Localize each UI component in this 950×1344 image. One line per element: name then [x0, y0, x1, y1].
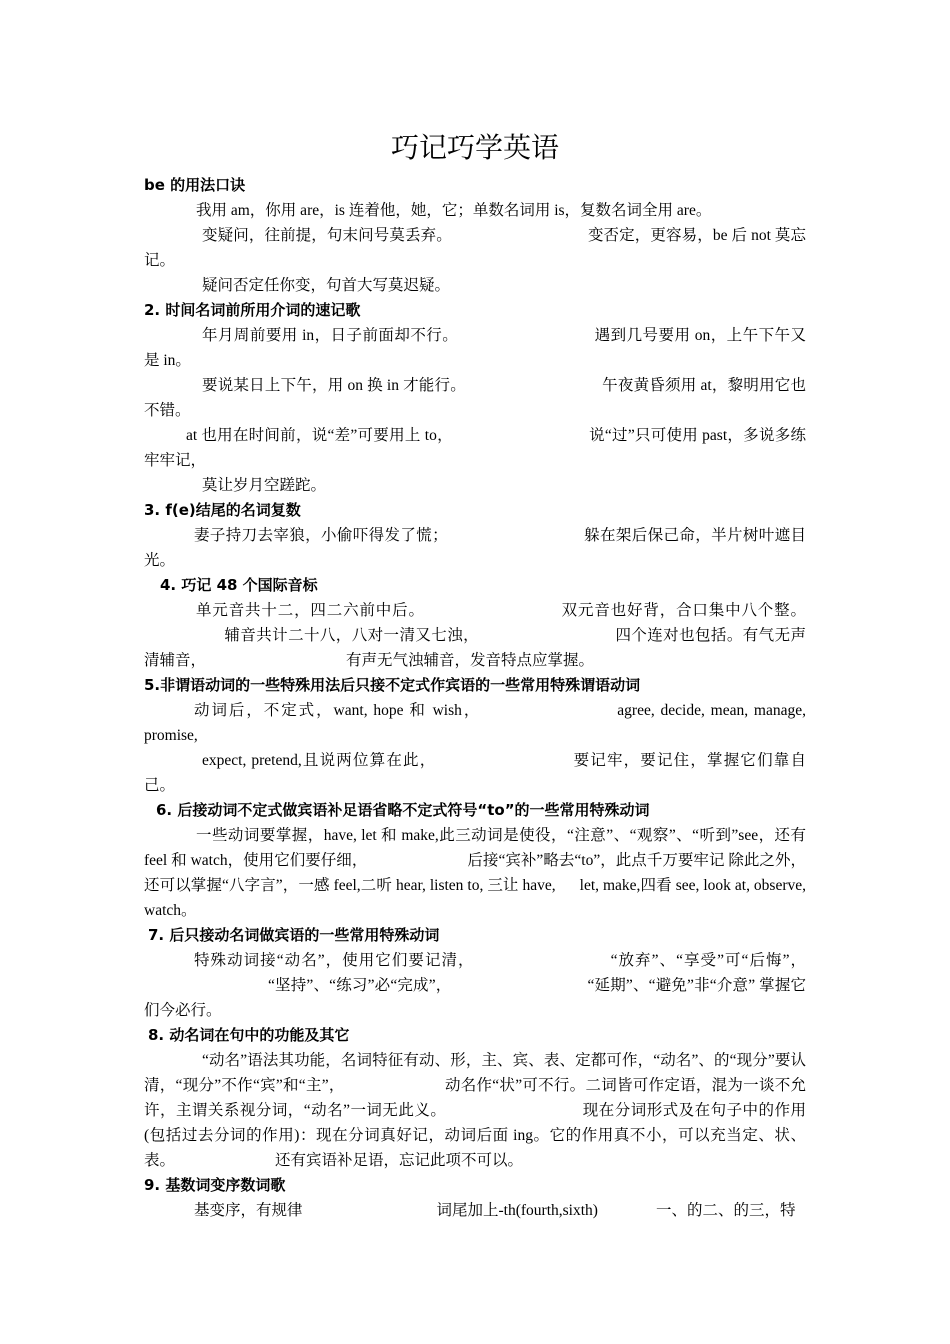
section-heading: 5.非谓语动词的一些特殊用法后只接不定式作宾语的一些常用特殊谓语动词: [144, 676, 641, 694]
paragraph: 莫让岁月空蹉跎。: [202, 477, 327, 494]
page-title: 巧记巧学英语: [390, 131, 559, 164]
paragraph: 要说某日上下午，用 on 换 in 才能行。 午夜黄昏须用 at，黎明用它也不错。: [144, 377, 807, 419]
paragraph: 变疑问，往前提，句末问号莫丢弃。 变否定，更容易，be 后 not 莫忘记。: [144, 227, 806, 269]
paragraph: “动名”语法其功能，名词特征有动、形，主、宾、表、定都可作，“动名”、的“现分”要认清，“现分”不作“宾”和“主”， 动名作“状”可不行。二词皆可作定语，混为一谈不允许，主谓关系视分词，“动名”一词无此义。 现在分词形式及在句子中的作用(包括过去分词的作用)：现在分词真好记，动词后面 ing。它的作用真不小，可以充当定、状、表。 还有宾语补足语，忘记此项不可以。: [144, 1052, 807, 1169]
paragraph: 动词后，不定式，want, hope 和 wish， agree, decide, mean, manage, promise,: [144, 702, 806, 744]
section-heading: 9. 基数词变序数词歌: [144, 1176, 286, 1194]
section-heading: 4. 巧记 48 个国际音标: [160, 576, 318, 594]
paragraph: 我用 am，你用 are，is 连着他，她，它；单数名词用 is，复数名词全用 are。: [196, 202, 712, 219]
paragraph: 年月周前要用 in，日子前面却不行。 遇到几号要用 on，上午下午又是 in。: [144, 327, 806, 369]
paragraph: 妻子持刀去宰狼，小偷吓得发了慌； 躲在架后保己命，半片树叶遮目光。: [144, 527, 806, 569]
paragraph: 一些动词要掌握，have, let 和 make,此三动词是使役，“注意”、“观察”、“听到”see，还有 feel 和 watch，使用它们要仔细， 后接“宾补”略去“to”，此点千万要牢记 除此之外，还可以掌握“八字言”，一感 feel,二听 hear, listen to, 三让 have, let, make,四看 see, look at, observe, watch。: [144, 827, 807, 919]
section-heading: 6. 后接动词不定式做宾语补足语省略不定式符号“to”的一些常用特殊动词: [156, 801, 650, 819]
section-heading: 7. 后只接动名词做宾语的一些常用特殊动词: [148, 926, 440, 944]
paragraph: 基变序，有规律 词尾加上-th(fourth,sixth) 一、的二、的三，特: [194, 1202, 796, 1219]
paragraph: 特殊动词接“动名”，使用它们要记清， “放弃”、“享受”可“后悔”，“坚持”、“练习”必“完成”， “延期”、“避免”非“介意” 掌握它们今必行。: [144, 952, 807, 1019]
paragraph: at 也用在时间前，说“差”可要用上 to， 说“过”只可使用 past，多说多练牢牢记，: [144, 427, 806, 469]
paragraph: 单元音共十二，四二六前中后。 双元音也好背，合口集中八个整。辅音共计二十八，八对一清又七浊， 四个连对也包括。有气无声清辅音， 有声无气浊辅音，发音特点应掌握。: [144, 602, 806, 669]
section-heading: 2. 时间名词前所用介词的速记歌: [144, 301, 361, 319]
section-heading: be 的用法口诀: [144, 176, 246, 194]
document-body: [144, 173, 806, 1223]
section-heading: 8. 动名词在句中的功能及其它: [148, 1026, 350, 1044]
paragraph: 疑问否定任你变，句首大写莫迟疑。: [202, 277, 451, 294]
paragraph: expect, pretend,且说两位算在此， 要记牢，要记住，掌握它们靠自己。: [144, 752, 806, 794]
section-heading: 3. f(e)结尾的名词复数: [144, 501, 301, 519]
